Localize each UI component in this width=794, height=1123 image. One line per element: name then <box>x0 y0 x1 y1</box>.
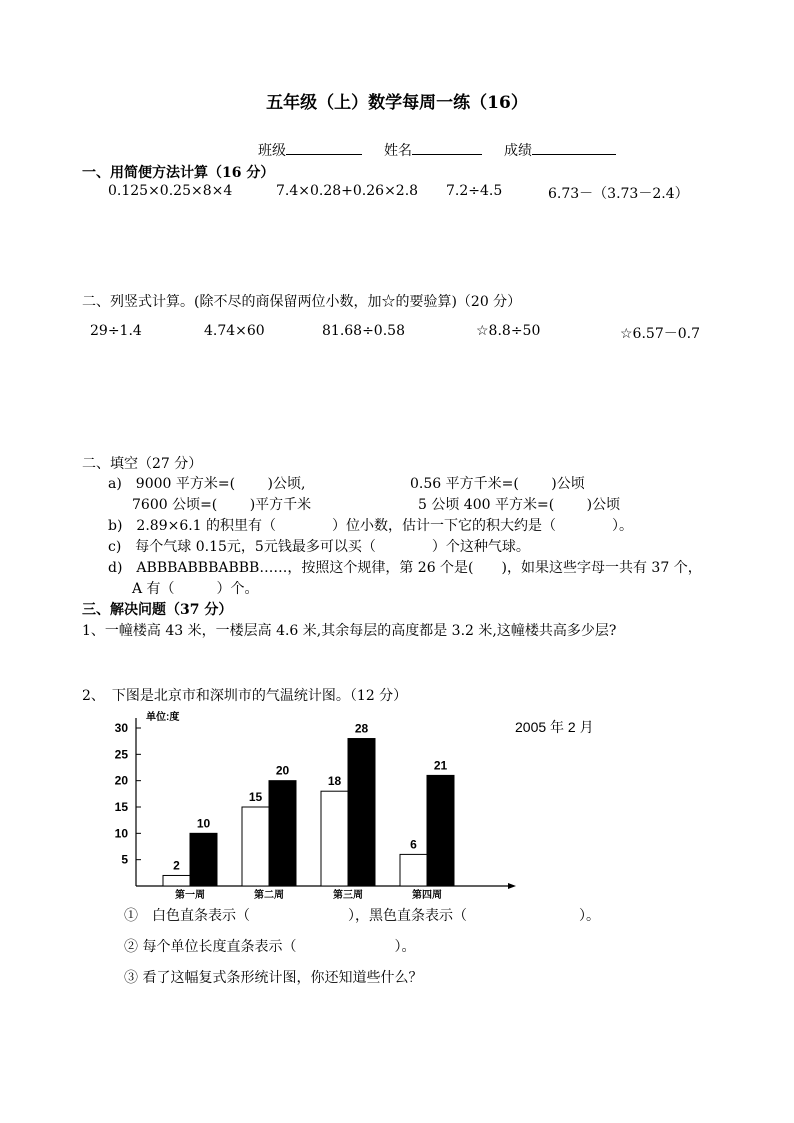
calc-item: 81.68÷0.58 <box>322 323 405 339</box>
section4-heading: 三、解决问题（37 分） <box>82 602 233 618</box>
fill-a-line1-right: 0.56 平方千米=( )公顷 <box>410 476 585 492</box>
category-label: 第二周 <box>254 890 284 901</box>
data-label: 15 <box>248 790 263 804</box>
section1-heading: 一、用简便方法计算（16 分） <box>82 165 275 181</box>
calc-item: 29÷1.4 <box>90 323 142 339</box>
data-label: 21 <box>433 758 448 773</box>
question-2: 2、 下图是北京市和深圳市的气温统计图。（12 分） <box>82 688 408 704</box>
name-label: 姓名 <box>384 143 412 159</box>
page-title: 五年级（上）数学每周一练（16） <box>266 93 528 113</box>
bar <box>321 791 348 886</box>
fill-a-line1-left: a) 9000 平方米=( )公顷, <box>108 476 306 492</box>
data-label: 6 <box>410 837 417 852</box>
y-tick-label: 20 <box>114 773 128 788</box>
y-tick-label: 15 <box>114 800 128 814</box>
sub-question-3: ③ 看了这幅复式条形统计图，你还知道些什么？ <box>124 970 423 986</box>
calc-item: 0.125×0.25×8×4 <box>108 183 233 199</box>
sub-question-2: ② 每个单位长度直条表示（ ）。 <box>124 939 416 955</box>
calc-item: 7.4×0.28+0.26×2.8 <box>276 183 419 199</box>
fill-b: b) 2.89×6.1 的积里有（ ）位小数，估计一下它的积大约是（ ）。 <box>108 518 634 534</box>
section2-heading: 二、列竖式计算。(除不尽的商保留两位小数，加☆的要验算)（20 分） <box>82 294 522 310</box>
fill-c: c) 每个气球 0.15元，5元钱最多可以买（ ）个这种气球。 <box>108 539 530 555</box>
bar <box>400 854 427 886</box>
data-label: 18 <box>327 774 342 789</box>
y-tick-label: 25 <box>114 747 128 762</box>
calc-item: ☆6.57－0.7 <box>620 326 700 342</box>
bar <box>427 775 454 886</box>
bar <box>190 833 217 886</box>
data-label: 28 <box>354 721 369 736</box>
category-label: 第四周 <box>412 890 442 901</box>
calc-item: 4.74×60 <box>204 323 265 339</box>
bar <box>242 807 269 886</box>
category-label: 第三周 <box>333 890 363 901</box>
score-field <box>504 140 616 160</box>
score-label: 成绩 <box>504 143 532 159</box>
bar <box>348 739 375 886</box>
fill-d-line2: A 有（ ）个。 <box>132 581 259 597</box>
sub-question-1: ① 白色直条表示（ ），黑色直条表示（ ）。 <box>124 908 600 924</box>
y-axis-label: 单位:度 <box>146 712 180 723</box>
data-label: 2 <box>173 858 180 873</box>
y-tick-label: 10 <box>114 826 128 841</box>
class-blank[interactable] <box>286 140 362 155</box>
section3-heading: 二、填空（27 分） <box>82 456 203 472</box>
data-label: 10 <box>196 816 211 831</box>
chart-title: 2005 年 2 月 <box>515 719 594 735</box>
bar <box>269 781 296 886</box>
fill-d-line1: d) ABBBABBBABBB……，按照这个规律，第 26 个是( )，如果这些字母一共有 37 个， <box>108 560 702 576</box>
name-field <box>384 140 482 160</box>
data-label: 20 <box>275 763 290 778</box>
name-blank[interactable] <box>412 140 482 155</box>
calc-item: ☆8.8÷50 <box>476 323 541 339</box>
question-1: 1、一幢楼高 43 米，一楼层高 4.6 米,其余每层的高度都是 3.2 米,这幢楼共高多少层? <box>82 623 617 639</box>
temperature-bar-chart <box>108 708 528 908</box>
bar <box>163 875 190 886</box>
class-field <box>258 140 362 160</box>
category-label: 第一周 <box>175 890 205 901</box>
class-label: 班级 <box>258 143 286 159</box>
fill-a-line2-right: 5 公顷 400 平方米=( )公顷 <box>418 497 621 513</box>
y-tick-label: 30 <box>114 721 128 735</box>
y-tick-label: 5 <box>121 852 128 867</box>
score-blank[interactable] <box>532 140 616 155</box>
calc-item: 6.73－（3.73－2.4） <box>548 186 689 202</box>
fill-a-line2-left: 7600 公顷=( )平方千米 <box>132 497 312 513</box>
x-axis-arrow <box>508 883 516 889</box>
calc-item: 7.2÷4.5 <box>446 183 503 199</box>
